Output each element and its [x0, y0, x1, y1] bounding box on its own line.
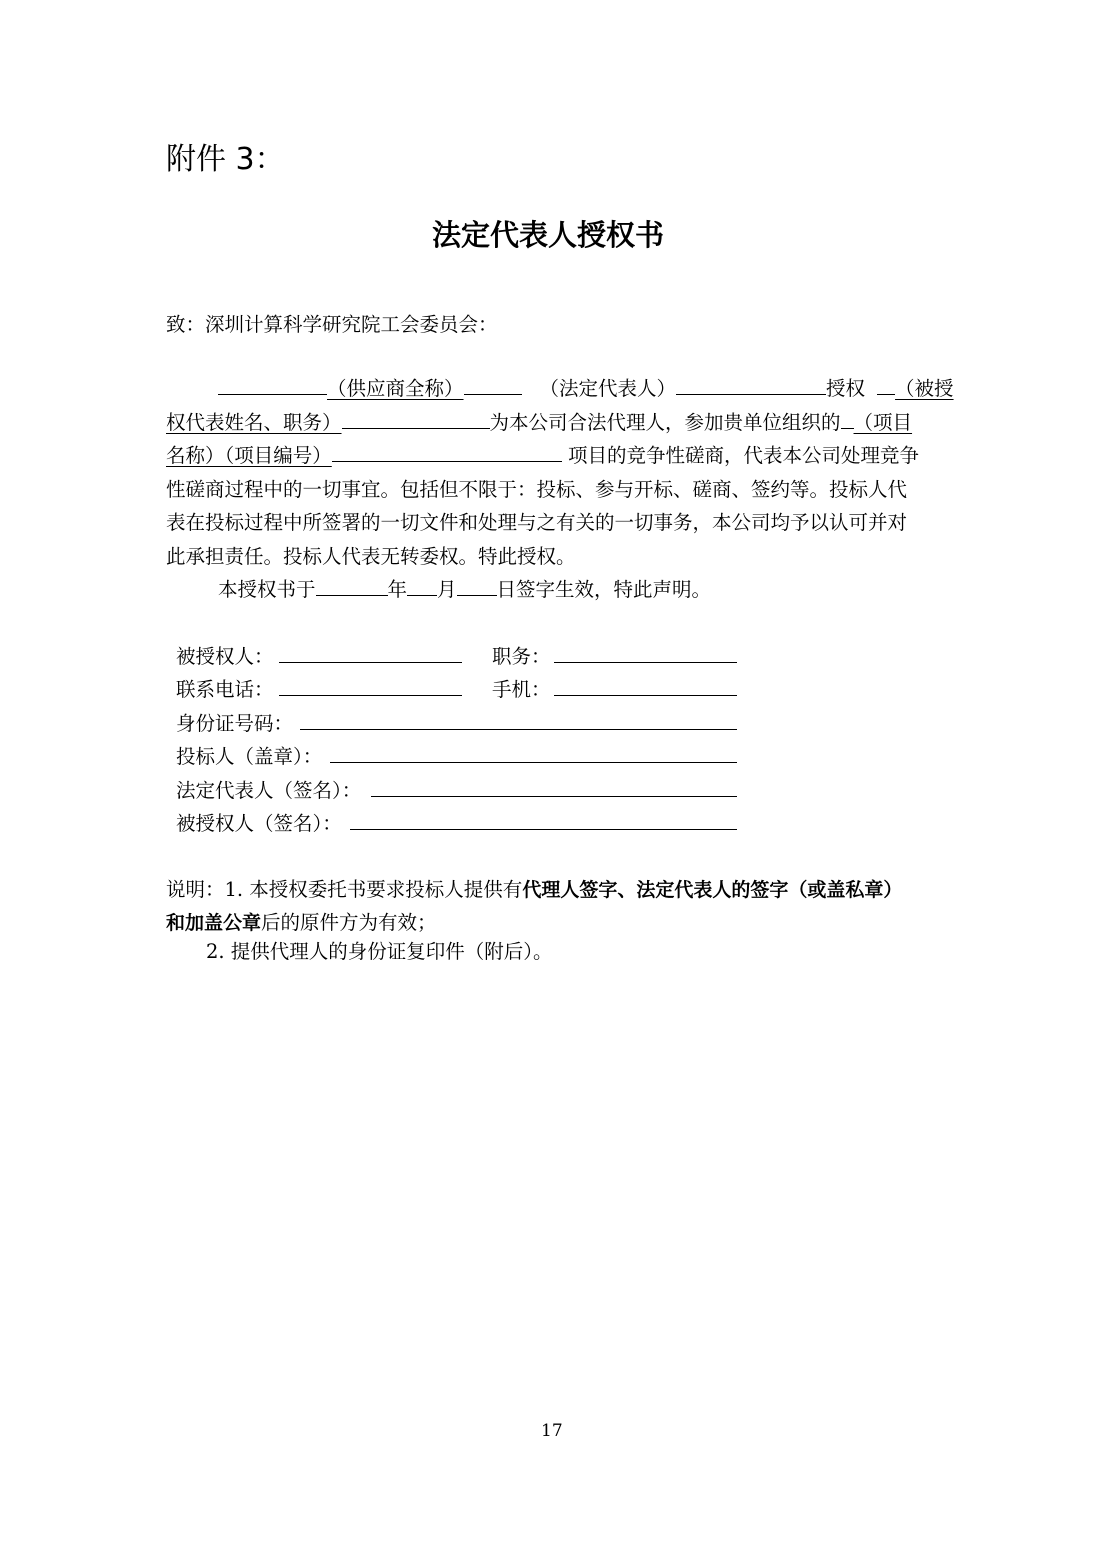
effective-prefix: 本授权书于	[218, 578, 316, 601]
authorized-sign-field[interactable]	[350, 829, 737, 830]
paragraph-line-3	[166, 440, 919, 468]
paragraph-line-4: 性磋商过程中的一切事宜。包括但不限于：投标、参与开标、磋商、签约等。投标人代	[166, 478, 908, 501]
page-number: 17	[541, 1421, 563, 1441]
note-bold-signatures: 代理人签字、法定代表人的签字（或盖私章）	[522, 879, 903, 901]
phone-label: 联系电话：	[176, 678, 274, 701]
project-placeholder-part1: （项目	[853, 411, 913, 434]
recipient-line: 致：深圳计算科学研究院工会委员会：	[166, 313, 498, 336]
authorized-placeholder-part2: 权代表姓名、职务）	[166, 411, 342, 434]
document-title: 法定代表人授权书	[432, 218, 665, 252]
paragraph-line-2	[166, 407, 912, 435]
note-line-1	[166, 874, 902, 902]
note-item-2: 2. 提供代理人的身份证复印件（附后）。	[206, 940, 553, 963]
agent-text: 为本公司合法代理人，参加贵单位组织的	[489, 411, 841, 434]
mobile-field[interactable]	[554, 695, 737, 696]
legal-rep-placeholder: （法定代表人）	[539, 377, 677, 400]
authorized-person-label: 被授权人：	[176, 645, 274, 668]
paragraph-line-3-text: 项目的竞争性磋商，代表本公司处理竞争	[561, 444, 919, 467]
bidder-seal-label: 投标人（盖章）：	[176, 745, 323, 768]
position-label: 职务：	[492, 645, 551, 668]
phone-field[interactable]	[279, 695, 462, 696]
paragraph-line-6: 此承担责任。投标人代表无转委权。特此授权。	[166, 545, 576, 568]
supplier-blank-tail	[464, 373, 522, 395]
legal-rep-sign-label: 法定代表人（签名）：	[176, 779, 362, 802]
paragraph-line-1	[218, 373, 954, 401]
position-field[interactable]	[554, 662, 737, 663]
legal-rep-blank	[676, 373, 826, 395]
note-line-2	[166, 907, 437, 935]
year-blank	[316, 574, 388, 596]
note-rest: 后的原件方为有效；	[261, 911, 437, 934]
id-number-label: 身份证号码：	[176, 712, 294, 735]
authorized-sign-label: 被授权人（签名）：	[176, 812, 342, 835]
authorize-word: 授权	[826, 377, 866, 400]
legal-rep-sign-field[interactable]	[371, 796, 737, 797]
paragraph-line-5: 表在投标过程中所签署的一切文件和处理与之有关的一切事务，本公司均予以认可并对	[166, 511, 908, 534]
supplier-placeholder: （供应商全称）	[327, 377, 464, 400]
year-label: 年	[387, 578, 408, 601]
authorized-person-field[interactable]	[279, 662, 462, 663]
bidder-seal-field[interactable]	[330, 762, 737, 763]
month-blank	[407, 574, 437, 596]
project-placeholder-part2: 名称）（项目编号）	[166, 444, 332, 467]
mobile-label: 手机：	[492, 678, 551, 701]
project-blank	[841, 407, 854, 429]
note-prefix: 说明：1. 本授权委托书要求投标人提供有	[166, 878, 523, 901]
day-blank	[457, 574, 497, 596]
project-blank-tail	[332, 440, 562, 462]
month-label: 月	[437, 578, 457, 601]
authorized-placeholder-part1: （被授	[895, 377, 954, 400]
authorized-blank	[877, 373, 895, 395]
effective-date-line	[218, 574, 711, 602]
note-bold-seal: 和加盖公章	[166, 912, 262, 934]
day-suffix: 日签字生效，特此声明。	[496, 578, 712, 601]
attachment-label: 附件 3：	[166, 142, 285, 177]
id-number-field[interactable]	[300, 729, 737, 730]
supplier-blank	[218, 373, 327, 395]
authorized-blank-tail	[342, 407, 490, 429]
